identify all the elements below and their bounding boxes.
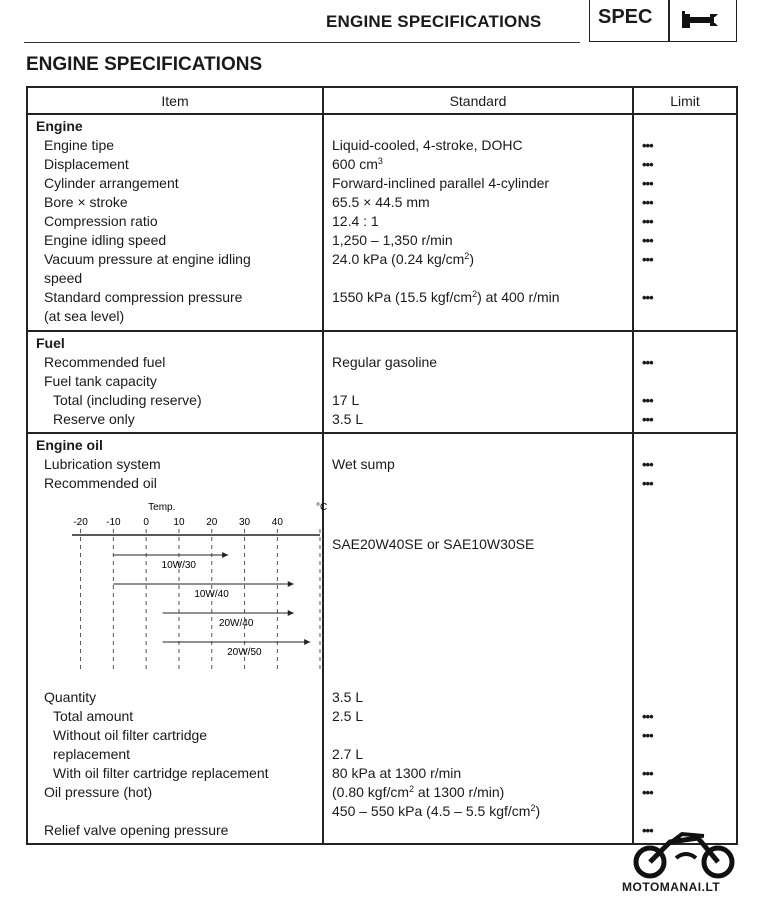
standard-value: 2.5 L	[332, 708, 364, 724]
range-arrowhead	[222, 552, 228, 558]
range-label: 20W/40	[218, 618, 254, 629]
limit-value: •••	[642, 709, 653, 724]
item-label: Displacement	[44, 156, 129, 172]
limit-value: •••	[642, 176, 653, 191]
standard-value: (0.80 kgf/$cm^2$ at 1300 r/min)	[332, 784, 505, 800]
item-label: Quantity	[44, 689, 97, 705]
limit-value: •••	[642, 823, 653, 838]
axis-title: Temp.	[148, 502, 176, 513]
range-label: 20W/50	[227, 647, 262, 658]
item-label: Lubrication system	[44, 456, 161, 472]
group-title: Engine	[36, 118, 83, 134]
item-label: Vacuum pressure at engine idling	[44, 251, 251, 267]
tick-label: -10	[106, 517, 121, 528]
limit-value: •••	[642, 355, 653, 370]
standard-value: SAE20W40SE or SAE10W30SE	[332, 536, 535, 552]
item-label: Bore × stroke	[44, 194, 128, 210]
oil-group	[27, 433, 737, 844]
standard-value: 12.4 : 1	[332, 213, 379, 229]
limit-value: •••	[642, 290, 653, 305]
item-label: (at sea level)	[44, 308, 125, 324]
tick-label: 20	[206, 517, 218, 528]
limit-value: •••	[642, 157, 653, 172]
limit-value: •••	[642, 766, 653, 781]
limit-value: •••	[642, 785, 653, 800]
range-arrowhead	[288, 610, 294, 616]
item-label: Compression ratio	[44, 213, 158, 229]
oil-temperature-chart	[28, 493, 328, 688]
standard-value: 1,250 – 1,350 r/min	[332, 232, 453, 248]
limit-value: •••	[642, 728, 653, 743]
section-title: ENGINE SPECIFICATIONS	[26, 54, 263, 75]
item-label: With oil filter cartridge replacement	[53, 765, 269, 781]
item-label: speed	[44, 270, 83, 286]
tick-label: 30	[238, 517, 251, 528]
standard-value: 450 – 550 kPa (4.5 – 5.5 kgf/$cm^2$)	[332, 803, 541, 819]
range-arrowhead	[288, 581, 294, 587]
range-arrowhead	[304, 639, 310, 645]
standard-value: 1550 kPa (15.5 kgf/$cm^2$) at 400 r/min	[332, 289, 560, 305]
standard-value: Wet sump	[332, 456, 395, 472]
item-label: Cylinder arrangement	[44, 175, 179, 191]
item-label: Reserve only	[53, 411, 135, 427]
tick-label: 0	[143, 517, 149, 528]
item-label: Engine tipe	[44, 137, 115, 153]
standard-value: 3.5 L	[332, 411, 364, 427]
col-item: Item	[27, 87, 323, 114]
tick-label: 40	[271, 517, 283, 528]
item-label: Recommended oil	[44, 475, 157, 491]
item-label: Standard compression pressure	[44, 289, 243, 305]
item-label: Oil pressure (hot)	[44, 784, 153, 800]
item-label: Total amount	[53, 708, 134, 724]
item-label: replacement	[53, 746, 131, 762]
engine-group	[27, 114, 737, 331]
col-limit: Limit	[633, 87, 737, 114]
table-header-row	[27, 87, 737, 114]
standard-value: 2.7 L	[332, 746, 364, 762]
header-rule	[24, 42, 580, 43]
spec-table	[26, 86, 738, 845]
item-label: Recommended fuel	[44, 354, 166, 370]
tick-label: 10	[173, 517, 185, 528]
tick-label: -20	[73, 517, 88, 528]
limit-value: •••	[642, 252, 653, 267]
standard-value: Forward-inclined parallel 4-cylinder	[332, 175, 550, 191]
standard-value: 17 L	[332, 392, 360, 408]
item-label: Without oil filter cartridge	[53, 727, 208, 743]
standard-value: Liquid-cooled, 4-stroke, DOHC	[332, 137, 523, 153]
standard-value: 24.0 kPa (0.24 $kg/cm^2$)	[332, 251, 474, 267]
group-title: Fuel	[36, 335, 65, 351]
item-label: Relief valve opening pressure	[44, 822, 229, 838]
axis-unit: °C	[316, 502, 328, 513]
spec-badge	[589, 0, 737, 42]
limit-value: •••	[642, 393, 653, 408]
standard-value: 80 kPa at 1300 r/min	[332, 765, 462, 781]
limit-value: •••	[642, 138, 653, 153]
standard-value: Regular gasoline	[332, 354, 438, 370]
limit-value: •••	[642, 476, 653, 491]
item-label: Engine idling speed	[44, 232, 167, 248]
range-label: 10W/40	[194, 589, 229, 600]
header-title: ENGINE SPECIFICATIONS	[326, 12, 542, 31]
badge-divider	[668, 0, 670, 41]
range-label: 10W/30	[161, 560, 196, 571]
limit-value: •••	[642, 195, 653, 210]
col-standard: Standard	[323, 87, 633, 114]
limit-value: •••	[642, 214, 653, 229]
spec-label: SPEC	[598, 6, 653, 28]
fuel-group	[27, 331, 737, 433]
item-label: Total (including reserve)	[53, 392, 202, 408]
standard-value: 3.5 L	[332, 689, 364, 705]
group-title: Engine oil	[36, 437, 103, 453]
limit-value: •••	[642, 412, 653, 427]
limit-value: •••	[642, 233, 653, 248]
wrench-icon	[680, 8, 724, 35]
watermark-text: MOTOMANAI.LT	[622, 880, 721, 894]
item-label: Fuel tank capacity	[44, 373, 157, 389]
standard-value: 600 $cm^3$	[332, 156, 383, 172]
standard-value: 65.5 × 44.5 mm	[332, 194, 430, 210]
motomanai-logo	[620, 828, 748, 885]
limit-value: •••	[642, 457, 653, 472]
